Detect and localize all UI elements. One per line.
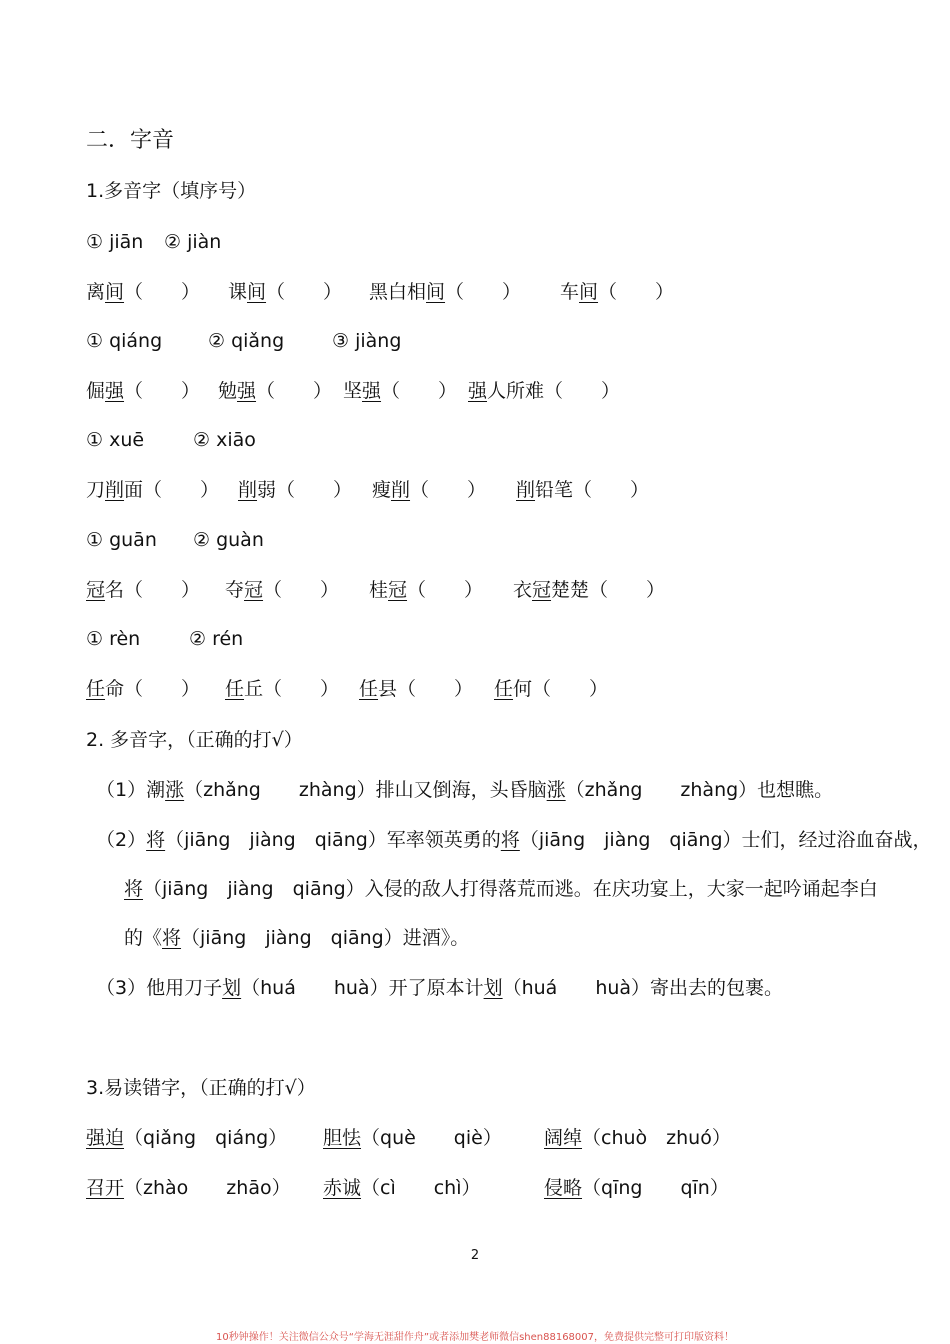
fill-item <box>560 279 674 305</box>
pinyin-choice: （zhào zhāo） <box>124 1177 291 1199</box>
underlined-char: 间 <box>579 281 599 303</box>
item-blank: 命（ ） <box>105 678 201 700</box>
underlined-char: 间 <box>247 281 267 303</box>
underlined-char: 将 <box>162 927 182 949</box>
pinyin-option: ① qiáng <box>86 330 163 352</box>
line-text: （jiāng jiàng qiāng）进酒》。 <box>181 927 470 949</box>
fill-item <box>516 477 649 503</box>
q1-title: 1.多音字（填序号） <box>86 180 257 202</box>
item-blank: 人所难（ ） <box>487 380 621 402</box>
underlined-char: 间 <box>426 281 446 303</box>
item-text: 衣 <box>513 579 533 601</box>
underlined-char: 冠 <box>532 579 552 601</box>
item-text: 离 <box>86 281 106 303</box>
q2-line <box>124 876 878 902</box>
pinyin-option: ① jiān <box>86 231 144 253</box>
fill-item <box>513 577 665 603</box>
item-text: 瘦 <box>372 479 392 501</box>
underlined-char: 冠 <box>86 579 106 601</box>
word: 胆怯 <box>323 1127 362 1149</box>
underlined-char: 强 <box>362 380 382 402</box>
word-item <box>544 1125 731 1151</box>
item-blank: （ ） <box>445 281 522 303</box>
q2-title: 2. 多音字，（正确的打√） <box>86 729 303 751</box>
pinyin-option: ① guān <box>86 529 157 551</box>
word: 侵略 <box>544 1177 583 1199</box>
fill-item <box>86 477 219 503</box>
underlined-char: 强 <box>105 380 125 402</box>
underlined-char: 任 <box>359 678 379 700</box>
item-blank: （ ） <box>407 579 484 601</box>
page-number: 2 <box>470 1248 480 1263</box>
q1-options-line <box>86 229 786 255</box>
q2-line <box>96 827 932 853</box>
pinyin-option: ② jiàn <box>164 231 222 253</box>
line-text: 的《 <box>124 927 163 949</box>
underlined-char: 间 <box>105 281 125 303</box>
item-blank: （ ） <box>263 579 340 601</box>
item-blank: 楚楚（ ） <box>551 579 666 601</box>
underlined-char: 强 <box>237 380 257 402</box>
underlined-char: 将 <box>124 878 144 900</box>
item-blank: 何（ ） <box>513 678 609 700</box>
pinyin-option: ② guàn <box>193 529 264 551</box>
q1-items-line <box>86 279 786 305</box>
q1-items-line <box>86 577 786 603</box>
item-text: 桂 <box>369 579 389 601</box>
item-blank: 面（ ） <box>124 479 220 501</box>
item-text: 坚 <box>343 380 363 402</box>
line-text: （3）他用刀子 <box>96 977 223 999</box>
underlined-char: 涨 <box>165 779 185 801</box>
q1-options-line <box>86 626 786 652</box>
line-text: （jiāng jiàng qiāng）军率领英勇的 <box>165 829 501 851</box>
underlined-char: 划 <box>222 977 242 999</box>
item-text: 黑白相 <box>369 281 427 303</box>
item-blank: （ ） <box>598 281 675 303</box>
item-text: 倔 <box>86 380 106 402</box>
word: 阔绰 <box>544 1127 583 1149</box>
fill-item <box>369 279 521 305</box>
item-blank: （ ） <box>266 281 343 303</box>
word-item <box>86 1125 287 1151</box>
underlined-char: 冠 <box>388 579 408 601</box>
item-blank: 丘（ ） <box>244 678 340 700</box>
line-text: （1）潮 <box>96 779 166 801</box>
q3-row <box>86 1175 786 1201</box>
q3-row <box>86 1125 786 1151</box>
underlined-char: 强 <box>468 380 488 402</box>
q1-items-line <box>86 378 786 404</box>
underlined-char: 划 <box>483 977 503 999</box>
fill-item <box>228 279 342 305</box>
item-blank: （ ） <box>381 380 458 402</box>
q1-items-line <box>86 676 786 702</box>
line-text: （zhǎng zhàng）排山又倒海，头昏脑 <box>184 779 547 801</box>
underlined-char: 削 <box>105 479 125 501</box>
fill-item <box>468 378 620 404</box>
word-item <box>323 1175 481 1201</box>
item-blank: 铅笔（ ） <box>535 479 650 501</box>
pinyin-option: ③ jiàng <box>332 330 402 352</box>
fill-item <box>359 676 473 702</box>
item-text: 车 <box>560 281 580 303</box>
item-blank: （ ） <box>410 479 487 501</box>
pinyin-choice: （què qiè） <box>361 1127 502 1149</box>
line-text: （huá huà）寄出去的包裹。 <box>502 977 784 999</box>
line-text: （2） <box>96 829 147 851</box>
q2-line <box>96 777 833 803</box>
fill-item <box>86 676 200 702</box>
underlined-char: 任 <box>225 678 245 700</box>
pinyin-option: ① xuē <box>86 429 145 451</box>
underlined-char: 任 <box>86 678 106 700</box>
pinyin-choice: （cì chì） <box>361 1177 481 1199</box>
item-blank: （ ） <box>256 380 333 402</box>
q1-items-line <box>86 477 786 503</box>
q1-options-line <box>86 427 786 453</box>
pinyin-option: ② rén <box>189 628 244 650</box>
underlined-char: 将 <box>146 829 166 851</box>
underlined-char: 将 <box>500 829 520 851</box>
item-text: 夺 <box>225 579 245 601</box>
line-text: （jiāng jiàng qiāng）入侵的敌人打得落荒而逃。在庆功宴上，大家一起吟诵起李白 <box>143 878 878 900</box>
underlined-char: 任 <box>494 678 514 700</box>
section-title: 二．字音 <box>86 128 175 153</box>
fill-item <box>218 378 332 404</box>
fill-item <box>86 577 200 603</box>
word: 赤诚 <box>323 1177 362 1199</box>
item-blank: （ ） <box>124 281 201 303</box>
fill-item <box>225 577 339 603</box>
item-blank: 县（ ） <box>378 678 474 700</box>
word-item <box>323 1125 502 1151</box>
fill-item <box>238 477 352 503</box>
underlined-char: 冠 <box>244 579 264 601</box>
q1-options-line <box>86 527 786 553</box>
underlined-char: 涨 <box>546 779 566 801</box>
fill-item <box>225 676 339 702</box>
line-text: （jiāng jiàng qiāng）士们，经过浴血奋战， <box>519 829 932 851</box>
item-blank: 弱（ ） <box>257 479 353 501</box>
pinyin-option: ① rèn <box>86 628 141 650</box>
q2-line <box>96 975 783 1001</box>
underlined-char: 削 <box>391 479 411 501</box>
item-text: 课 <box>228 281 248 303</box>
underlined-char: 削 <box>238 479 258 501</box>
pinyin-choice: （chuò zhuó） <box>582 1127 731 1149</box>
item-blank: 名（ ） <box>105 579 201 601</box>
fill-item <box>86 378 200 404</box>
q1-options-line <box>86 328 786 354</box>
q2-line <box>124 925 469 951</box>
fill-item <box>86 279 200 305</box>
line-text: （huá huà）开了原本计 <box>241 977 484 999</box>
pinyin-choice: （qiǎng qiáng） <box>124 1127 288 1149</box>
fill-item <box>343 378 457 404</box>
line-text: （zhǎng zhàng）也想瞧。 <box>565 779 834 801</box>
word-item <box>86 1175 291 1201</box>
fill-item <box>369 577 483 603</box>
pinyin-option: ② qiǎng <box>208 330 285 352</box>
fill-item <box>372 477 486 503</box>
fill-item <box>494 676 608 702</box>
item-text: 刀 <box>86 479 106 501</box>
word: 强迫 <box>86 1127 125 1149</box>
underlined-char: 削 <box>516 479 536 501</box>
word-item <box>544 1175 729 1201</box>
footer-note: 10秒钟操作！关注微信公众号“学海无涯甜作舟”或者添加樊老师微信shen88168007，免费提供完整可打印版资料！ <box>215 1332 735 1343</box>
pinyin-choice: （qīng qīn） <box>582 1177 729 1199</box>
item-text: 勉 <box>218 380 238 402</box>
q3-title: 3.易读错字，（正确的打√） <box>86 1077 316 1099</box>
word: 召开 <box>86 1177 125 1199</box>
pinyin-option: ② xiāo <box>193 429 256 451</box>
item-blank: （ ） <box>124 380 201 402</box>
